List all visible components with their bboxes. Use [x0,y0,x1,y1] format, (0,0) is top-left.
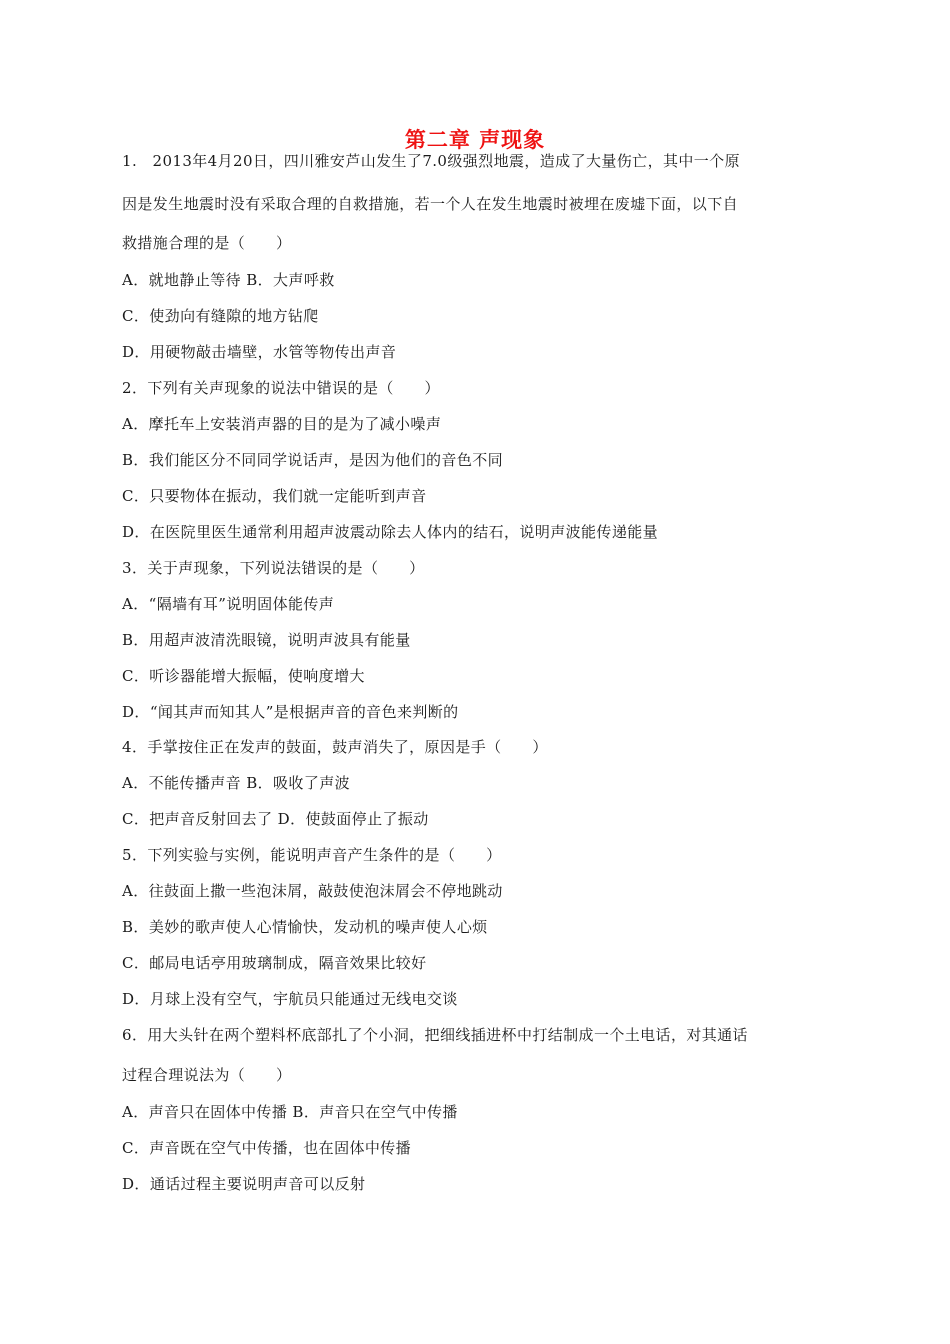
question-1-option-c: C．使劲向有缝隙的地方钻爬 [122,307,319,325]
question-4-option-ab: A．不能传播声音 B．吸收了声波 [122,774,351,792]
question-6-line-2: 过程合理说法为（ ） [122,1066,292,1084]
question-2-option-c: C．只要物体在振动，我们就一定能听到声音 [122,487,427,505]
question-5-option-b: B．美妙的歌声使人心情愉快，发动机的噪声使人心烦 [122,918,488,936]
question-5-option-a: A．往鼓面上撒一些泡沫屑，敲鼓使泡沫屑会不停地跳动 [122,882,503,900]
question-1-option-d: D．用硬物敲击墙壁，水管等物传出声音 [122,343,397,361]
question-3-option-a: A．“隔墙有耳”说明固体能传声 [122,595,335,613]
question-5-option-d: D．月球上没有空气，宇航员只能通过无线电交谈 [122,990,458,1008]
question-6-option-c: C．声音既在空气中传播，也在固体中传播 [122,1139,412,1157]
question-3-option-b: B．用超声波清洗眼镜，说明声波具有能量 [122,631,411,649]
question-4-option-cd: C．把声音反射回去了 D．使鼓面停止了振动 [122,810,429,828]
question-3-option-d: D．“闻其声而知其人”是根据声音的音色来判断的 [122,703,459,721]
question-1-line-1: 1. 2013年4月20日，四川雅安芦山发生了7.0级强烈地震，造成了大量伤亡，其中一个原 [122,152,740,170]
question-5-stem: 5．下列实验与实例，能说明声音产生条件的是（ ） [122,846,502,864]
question-2-option-a: A．摩托车上安装消声器的目的是为了减小噪声 [122,415,442,433]
question-1-option-ab: A．就地静止等待 B．大声呼救 [122,271,335,289]
question-4-stem: 4．手掌按住正在发声的鼓面，鼓声消失了，原因是手（ ） [122,738,548,756]
question-2-option-d: D．在医院里医生通常利用超声波震动除去人体内的结石，说明声波能传递能量 [122,523,659,541]
question-3-stem: 3．关于声现象，下列说法错误的是（ ） [122,559,425,577]
question-6-option-ab: A．声音只在固体中传播 B．声音只在空气中传播 [122,1103,458,1121]
question-2-option-b: B．我们能区分不同同学说话声，是因为他们的音色不同 [122,451,504,469]
chapter-title: 第二章 声现象 [404,128,546,152]
question-2-stem: 2．下列有关声现象的说法中错误的是（ ） [122,379,440,397]
question-6-line-1: 6．用大头针在两个塑料杯底部扎了个小洞，把细线插进杯中打结制成一个土电话，对其通话 [122,1026,748,1044]
question-1-line-3: 救措施合理的是（ ） [122,234,292,252]
question-5-option-c: C．邮局电话亭用玻璃制成，隔音效果比较好 [122,954,427,972]
question-3-option-c: C．听诊器能增大振幅，使响度增大 [122,667,365,685]
question-6-option-d: D．通话过程主要说明声音可以反射 [122,1175,366,1193]
question-1-line-2: 因是发生地震时没有采取合理的自救措施，若一个人在发生地震时被埋在废墟下面，以下自 [122,195,739,213]
